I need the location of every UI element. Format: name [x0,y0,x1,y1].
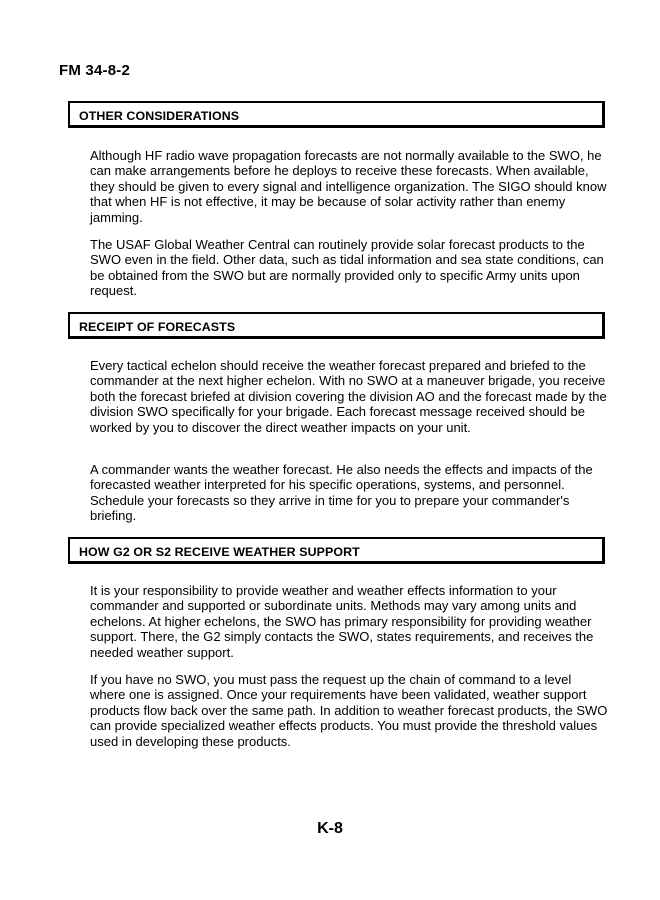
section-heading-box [68,537,605,564]
paragraph: Although HF radio wave propagation forecasts are not normally available to the SWO, he can make arrangements before he deploys to receive these forecasts. When available, they should be given to every signal and intelligence organization. The SIGO should know that when HF is not effective, it may be because of solar activity rather than enemy jamming. [90,148,607,225]
section-heading-other-considerations: OTHER CONSIDERATIONS [79,109,240,123]
page-number: K-8 [317,820,343,837]
paragraph: The USAF Global Weather Central can routinely provide solar forecast products to the SWO even in the field. Other data, such as tidal information and sea state conditions, can be obtained from the SWO but are normally provided only to specific Army units upon request. [90,237,604,299]
section-heading-weather-support: HOW G2 OR S2 RECEIVE WEATHER SUPPORT [79,545,360,559]
paragraph: If you have no SWO, you must pass the request up the chain of command to a level where one is assigned. Once your requirements have been validated, weather support products flow back over the same path. In addition to weather forecast products, the SWO can provide specialized weather effects products. You must provide the threshold values used in developing these products. [90,672,608,749]
section-heading-box [68,101,605,128]
paragraph: Every tactical echelon should receive the weather forecast prepared and briefed to the commander at the next higher echelon. With no SWO at a maneuver brigade, you receive both the forecast briefed at division covering the division AO and the forecast made by the division SWO specifically for your brigade. Each forecast message received should be worked by you to discover the direct weather impacts on your unit. [90,358,607,435]
paragraph: It is your responsibility to provide weather and weather effects information to your commander and supported or subordinate units. Methods may vary among units and echelons. At higher echelons, the SWO has primary responsibility for providing weather support. There, the G2 simply contacts the SWO, states requirements, and receives the needed weather support. [90,583,594,660]
section-heading-box [68,312,605,339]
paragraph: A commander wants the weather forecast. He also needs the effects and impacts of the forecasted weather interpreted for his specific operations, systems, and personnel. Schedule your forecasts so they arrive in time for you to prepare your commander's briefing. [90,462,593,524]
document-id: FM 34-8-2 [59,62,130,79]
section-heading-receipt-of-forecasts: RECEIPT OF FORECASTS [79,320,236,334]
